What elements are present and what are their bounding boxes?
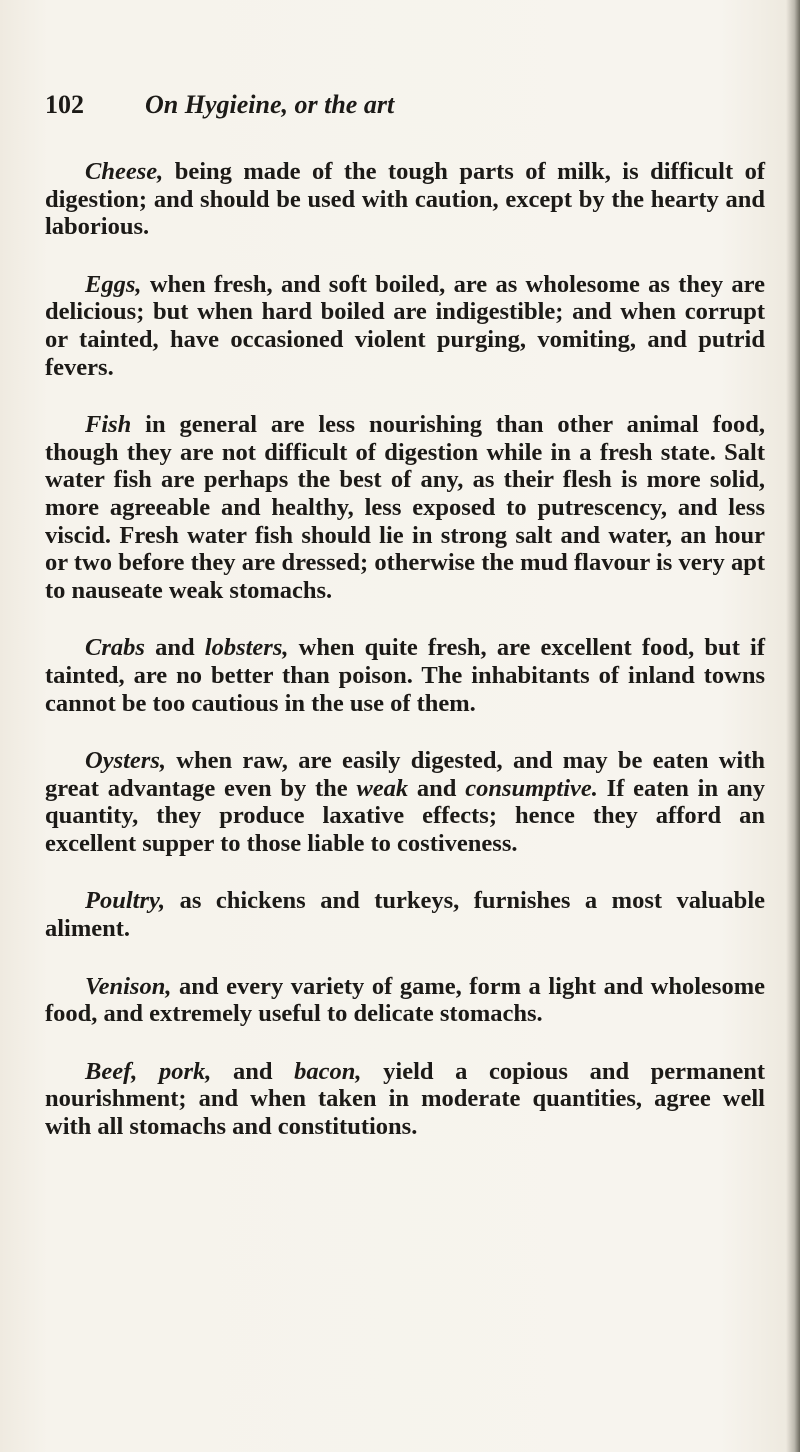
- paragraph-connector: and: [144, 634, 205, 662]
- term-lobsters: lobsters,: [204, 634, 289, 662]
- paragraph-fish: [45, 411, 765, 604]
- page-number: 102: [45, 90, 84, 119]
- paragraph-venison: [45, 973, 765, 1028]
- paragraph-cheese: [45, 158, 765, 241]
- paragraph-text-part: when raw, are easily digested, and may be eaten with great advantage even by the: [45, 747, 765, 802]
- term-eggs: Eggs,: [85, 270, 142, 298]
- paragraph-text: when fresh, and soft boiled, are as wholesome as they are delicious; but when hard boiled are indigestible; and when corrupt or tainted, have occasioned violent purging, vomiting, and putrid fevers.: [45, 270, 765, 381]
- paragraph-eggs: [45, 271, 765, 381]
- term-consumptive: consumptive.: [465, 774, 598, 802]
- paragraph-text: in general are less nourishing than other animal food, though they are not difficult of digestion while in a fresh state. Salt water fish are perhaps the best of any, as their flesh is more solid, more agreeable and healthy, less exposed to putrescency, and less viscid. Fresh water fish should lie in strong salt and water, an hour or two before they are dressed; otherwise the mud flavour is very apt to nauseate weak stomachs.: [45, 411, 765, 604]
- running-head: [45, 90, 745, 130]
- paragraph-poultry: [45, 887, 765, 942]
- term-venison: Venison,: [85, 972, 172, 1000]
- term-poultry: Poultry,: [85, 887, 166, 915]
- paragraph-text: when quite fresh, are excellent food, but if tainted, are no better than poison. The inhabitants of inland towns cannot be too cautious in the use of them.: [45, 634, 765, 717]
- term-weak: weak: [356, 774, 409, 802]
- running-title: On Hygieine, or the art: [145, 90, 395, 119]
- page-edge-shadow: [786, 0, 800, 1452]
- paragraph-crabs: [45, 634, 765, 717]
- term-bacon: bacon,: [294, 1057, 362, 1085]
- term-oysters: Oysters,: [85, 747, 166, 775]
- paragraph-beef: [45, 1058, 765, 1141]
- paragraph-text: and every variety of game, form a light and wholesome food, and extremely useful to delicate stomachs.: [45, 972, 765, 1028]
- term-beef: Beef,: [85, 1057, 138, 1085]
- paragraph-text: yield a copious and permanent nourishment; and when taken in moderate quantities, agree well with all stomachs and constitutions.: [45, 1057, 765, 1141]
- paragraph-text: as chickens and turkeys, furnishes a most valuable aliment.: [45, 887, 765, 943]
- term-pork: pork,: [159, 1057, 212, 1085]
- term-cheese: Cheese,: [85, 158, 164, 185]
- paragraph-spacer: [137, 1058, 159, 1085]
- paragraph-text: If eaten in any quantity, they produce laxative effects; hence they afford an excellent supper to those liable to costiveness.: [45, 774, 765, 857]
- term-fish: Fish: [85, 411, 132, 439]
- body-text: [45, 158, 765, 1171]
- paragraph-oysters: [45, 747, 765, 857]
- paragraph-text: being made of the tough parts of milk, is difficult of digestion; and should be used with caution, except by the hearty and laborious.: [45, 158, 765, 241]
- paragraph-connector: and: [211, 1057, 295, 1085]
- term-crabs: Crabs: [85, 634, 145, 662]
- paragraph-connector: and: [408, 774, 466, 802]
